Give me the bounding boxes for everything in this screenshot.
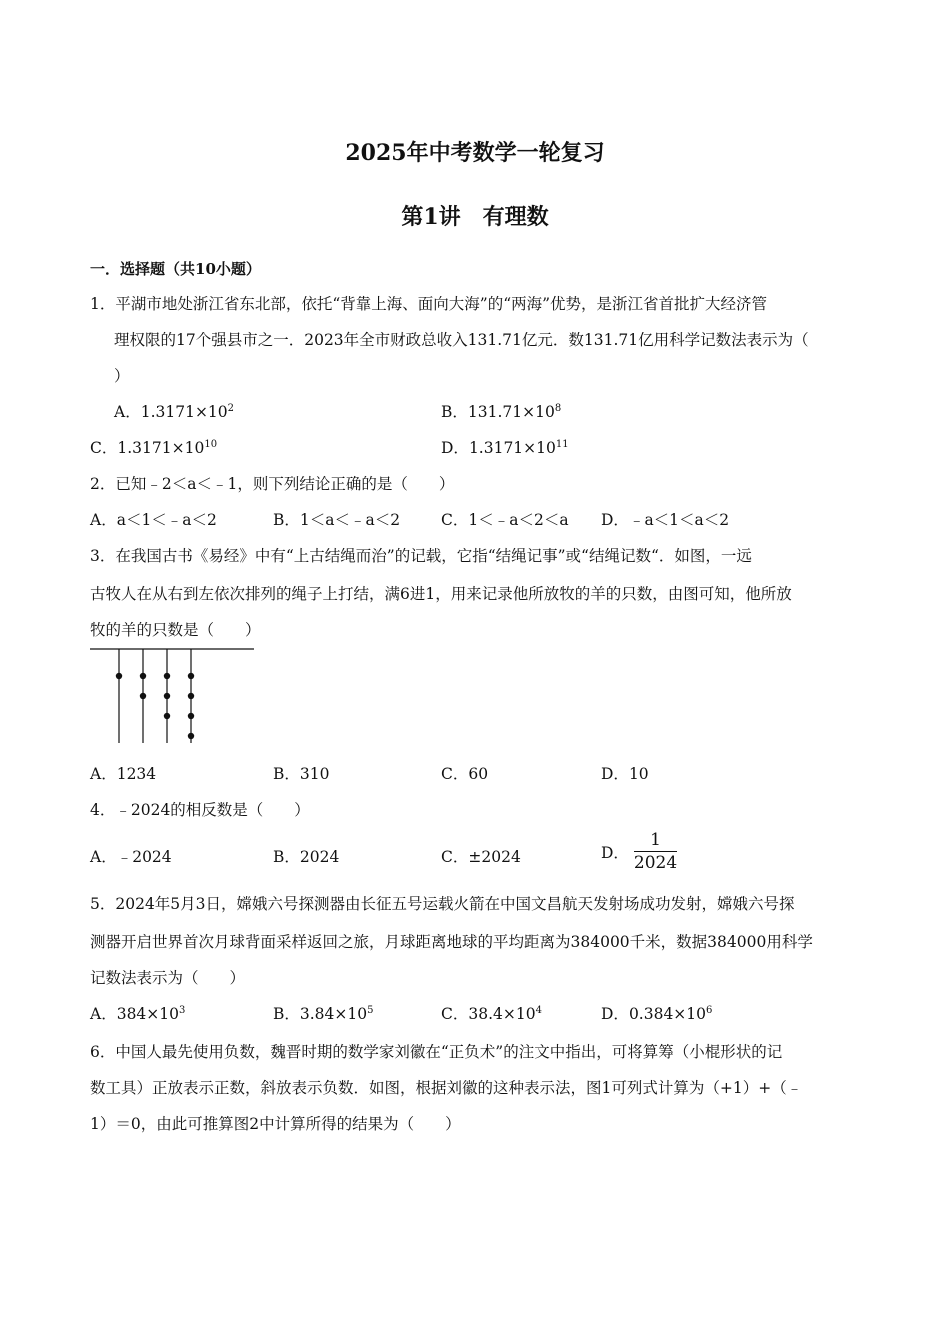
question-2-option-c[interactable]: C．1＜﹣a＜2＜a xyxy=(441,511,569,529)
knot xyxy=(164,693,170,699)
fraction xyxy=(634,830,677,874)
question-2-line-1: 2．已知﹣2＜a＜﹣1，则下列结论正确的是（ ） xyxy=(90,475,455,493)
knot xyxy=(188,673,194,679)
question-5-line-2: 测器开启世界首次月球背面采样返回之旅，月球距离地球的平均距离为384000千米，数据384000用科学 xyxy=(90,933,813,951)
knotted-rope-figure xyxy=(90,645,260,749)
question-5-option-d[interactable]: D．$0.384\times 10^6$ xyxy=(601,1005,713,1023)
knot xyxy=(188,733,194,739)
knot xyxy=(188,713,194,719)
question-3-option-d[interactable]: D．10 xyxy=(601,765,649,783)
question-5-option-c[interactable]: C．$38.4\times 10^4$ xyxy=(441,1005,542,1023)
question-3-option-c[interactable]: C．60 xyxy=(441,765,489,783)
question-1-option-d[interactable]: D．$1.3171\times 10^{11}$ xyxy=(441,439,569,457)
knot xyxy=(164,673,170,679)
question-4-option-b[interactable]: B．2024 xyxy=(273,848,340,866)
question-2-option-b[interactable]: B．1＜a＜﹣a＜2 xyxy=(273,511,401,529)
question-4-line-1: 4．﹣2024的相反数是（ ） xyxy=(90,801,310,819)
question-5-line-3: 记数法表示为（ ） xyxy=(90,969,246,987)
question-1-line-1: 1．平湖市地处浙江省东北部，依托“背靠上海、面向大海”的“两海”优势，是浙江省首批扩大经济管 xyxy=(90,295,768,313)
fraction-denominator: 2024 xyxy=(633,853,678,873)
question-4-option-c[interactable]: C．±2024 xyxy=(441,848,521,866)
question-3-line-2: 古牧人在从右到左依次排列的绳子上打结，满6进1，用来记录他所放牧的羊的只数，由图可知，他所放 xyxy=(90,585,792,603)
question-1-option-b[interactable]: B．$131.71\times 10^8$ xyxy=(441,403,562,421)
question-6-line-1: 6．中国人最先使用负数，魏晋时期的数学家刘徽在“正负术”的注文中指出，可将算筹（小棍形状的记 xyxy=(90,1043,783,1061)
question-3-line-1: 3．在我国古书《易经》中有“上古结绳而治”的记载，它指“结绳记事”或“结绳记数“．如图，一远 xyxy=(90,547,752,565)
question-6-line-3: 1）＝0，由此可推算图2中计算所得的结果为（ ） xyxy=(90,1115,461,1133)
question-2-option-a[interactable]: A．a＜1＜﹣a＜2 xyxy=(90,511,217,529)
question-5-line-1: 5．2024年5月3日，嫦娥六号探测器由长征五号运载火箭在中国文昌航天发射场成功发射，嫦娥六号探 xyxy=(90,895,795,913)
fraction-numerator: 1 xyxy=(634,830,677,852)
question-1-line-2: 理权限的17个强县市之一．2023年全市财政总收入131.71亿元．数131.71亿用科学记数法表示为（ xyxy=(114,331,809,349)
question-3-option-b[interactable]: B．310 xyxy=(273,765,330,783)
ropes-group xyxy=(116,649,194,743)
question-4-option-d[interactable]: D． $\frac{1}{2024}$ xyxy=(601,830,678,873)
question-3-option-a[interactable]: A．1234 xyxy=(90,765,157,783)
knot xyxy=(116,673,122,679)
knot xyxy=(164,713,170,719)
lesson-subtitle: 第1讲 有理数 xyxy=(401,204,549,230)
question-5-option-a[interactable]: A．$384\times 10^3$ xyxy=(90,1005,186,1023)
question-5-option-b[interactable]: B．$3.84\times 10^5$ xyxy=(273,1005,374,1023)
section-heading: 一．选择题（共10小题） xyxy=(90,260,261,278)
knot xyxy=(140,693,146,699)
question-6-line-2: 数工具）正放表示正数，斜放表示负数．如图，根据刘徽的这种表示法，图1可列式计算为（+1）+（﹣ xyxy=(90,1079,803,1097)
knot xyxy=(140,673,146,679)
question-2-option-d[interactable]: D．﹣a＜1＜a＜2 xyxy=(601,511,730,529)
question-1-line-3: ） xyxy=(114,367,130,385)
knot xyxy=(188,693,194,699)
question-1-option-c[interactable]: C．$1.3171\times 10^{10}$ xyxy=(90,439,218,457)
question-3-line-3: 牧的羊的只数是（ ） xyxy=(90,621,261,639)
question-1-option-a[interactable]: A．$1.3171\times 10^2$ xyxy=(114,403,235,421)
document-title: 2025年中考数学一轮复习 xyxy=(345,140,605,166)
question-4-option-a[interactable]: A．﹣2024 xyxy=(90,848,172,866)
